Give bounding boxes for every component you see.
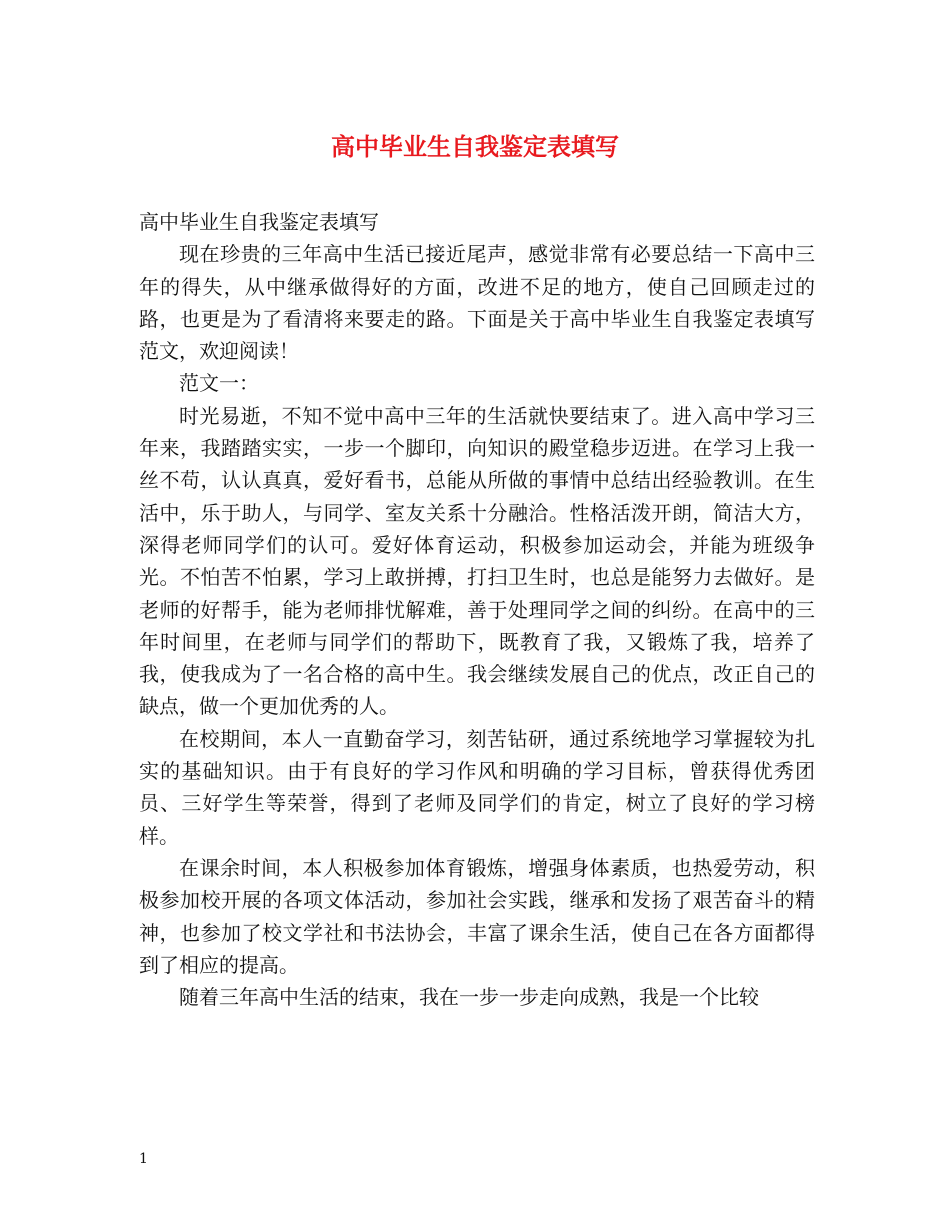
body-paragraph: 在校期间，本人一直勤奋学习，刻苦钻研，通过系统地学习掌握较为扎实的基础知识。由于有良好的学习作风和明确的学习目标，曾获得优秀团员、三好学生等荣誉，得到了老师及同学们的肯定，树立了良好的学习榜样。 bbox=[139, 726, 815, 848]
document-title: 高中毕业生自我鉴定表填写 bbox=[331, 132, 619, 161]
intro-paragraph: 现在珍贵的三年高中生活已接近尾声，感觉非常有必要总结一下高中三年的得失，从中继承做得好的方面，改进不足的地方，使自己回顾走过的路，也更是为了看清将来要走的路。下面是关于高中毕业生自我鉴定表填写范文，欢迎阅读！ bbox=[139, 242, 815, 364]
page-number: 1 bbox=[139, 1151, 148, 1167]
body-paragraph: 在课余时间，本人积极参加体育锻炼，增强身体素质，也热爱劳动，积极参加校开展的各项文体活动，参加社会实践，继承和发扬了艰苦奋斗的精神，也参加了校文学社和书法协会，丰富了课余生活，使自己在各方面都得到了相应的提高。 bbox=[139, 855, 815, 977]
document-body bbox=[139, 206, 815, 1013]
body-paragraph: 时光易逝，不知不觉中高中三年的生活就快要结束了。进入高中学习三年来，我踏踏实实，一步一个脚印，向知识的殿堂稳步迈进。在学习上我一丝不苟，认认真真，爱好看书，总能从所做的事情中总结出经验教训。在生活中，乐于助人，与同学、室友关系十分融洽。性格活泼开朗，简洁大方，深得老师同学们的认可。爱好体育运动，积极参加运动会，并能为班级争光。不怕苦不怕累，学习上敢拼搏，打扫卫生时，也总是能努力去做好。是老师的好帮手，能为老师排忧解难，善于处理同学之间的纠纷。在高中的三年时间里，在老师与同学们的帮助下，既教育了我，又锻炼了我，培养了我，使我成为了一名合格的高中生。我会继续发展自己的优点，改正自己的缺点，做一个更加优秀的人。 bbox=[139, 403, 815, 719]
document-subtitle: 高中毕业生自我鉴定表填写 bbox=[139, 210, 379, 234]
section-heading: 范文一： bbox=[179, 371, 259, 396]
body-paragraph: 随着三年高中生活的结束，我在一步一步走向成熟，我是一个比较 bbox=[179, 985, 759, 1010]
